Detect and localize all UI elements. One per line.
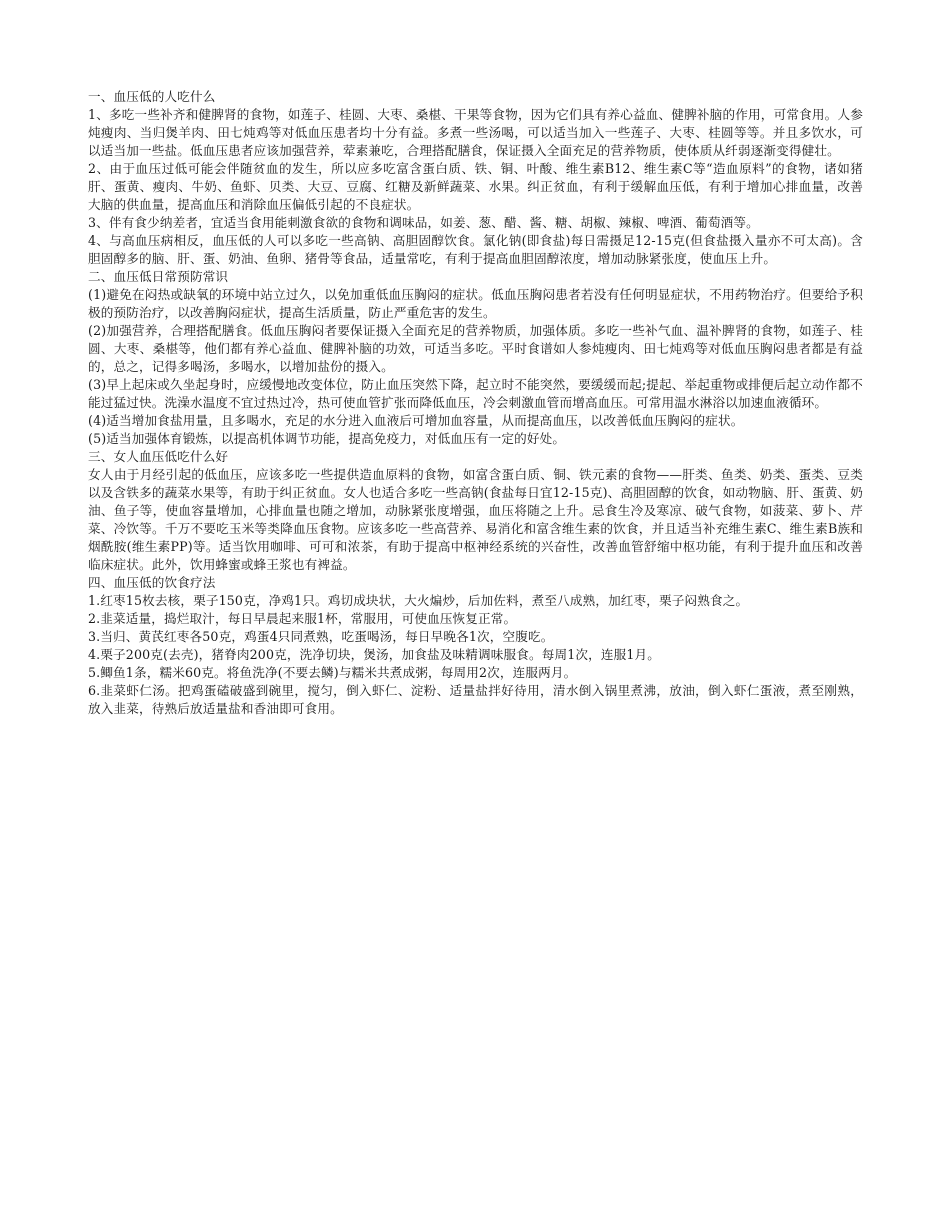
document-body xyxy=(88,88,863,718)
paragraph: 女人由于月经引起的低血压，应该多吃一些提供造血原料的食物，如富含蛋白质、铜、铁元素的食物——肝类、鱼类、奶类、蛋类、豆类以及含铁多的蔬菜水果等，有助于纠正贫血。女人也适合多吃一些高钠(食盐每日宜12-15克)、高胆固醇的饮食，如动物脑、肝、蛋黄、奶油、鱼子等，使血容量增加，心排血量也随之增加，动脉紧张度增强，血压将随之上升。忌食生冷及寒凉、破气食物，如菠菜、萝卜、芹菜、冷饮等。千万不要吃玉米等类降血压食物。应该多吃一些高营养、易消化和富含维生素的饮食，并且适当补充维生素C、维生素B族和烟酰胺(维生素PP)等。适当饮用咖啡、可可和浓茶，有助于提高中枢神经系统的兴奋性，改善血管舒缩中枢功能，有利于提升血压和改善临床症状。此外，饮用蜂蜜或蜂王浆也有裨益。 xyxy=(88,467,863,572)
section-foods xyxy=(88,88,863,268)
paragraph: 3.当归、黄芪红枣各50克，鸡蛋4只同煮熟，吃蛋喝汤，每日早晚各1次，空腹吃。 xyxy=(88,629,554,644)
paragraph: (4)适当增加食盐用量，且多喝水，充足的水分进入血液后可增加血容量，从而提高血压，以改善低血压胸闷的症状。 xyxy=(88,413,744,428)
paragraph: (5)适当加强体育锻炼，以提高机体调节功能，提高免疫力，对低血压有一定的好处。 xyxy=(88,431,566,446)
paragraph: 5.鲫鱼1条，糯米60克。将鱼洗净(不要去鳞)与糯米共煮成粥，每周用2次，连服两月。 xyxy=(88,665,577,680)
paragraph: (1)避免在闷热或缺氧的环境中站立过久，以免加重低血压胸闷的症状。低血压胸闷患者若没有任何明显症状，不用药物治疗。但要给予积极的预防治疗，以改善胸闷症状，提高生活质量，防止严重危害的发生。 xyxy=(88,287,863,320)
section-women xyxy=(88,448,863,574)
section-prevention xyxy=(88,268,863,448)
section-heading: 四、血压低的饮食疗法 xyxy=(88,575,216,590)
section-heading: 二、血压低日常预防常识 xyxy=(88,269,229,284)
paragraph: 3、伴有食少纳差者，宜适当食用能刺激食欲的食物和调味品，如姜、葱、醋、酱、糖、胡椒、辣椒、啤酒、葡萄酒等。 xyxy=(88,215,759,230)
paragraph: (2)加强营养，合理搭配膳食。低血压胸闷者要保证摄入全面充足的营养物质，加强体质。多吃一些补气血、温补脾肾的食物，如莲子、桂圆、大枣、桑椹等，他们都有养心益血、健脾补脑的功效，可适当多吃。平时食谱如人参炖瘦肉、田七炖鸡等对低血压胸闷患者都是有益的，总之，记得多喝汤，多喝水，以增加盐份的摄入。 xyxy=(88,323,863,374)
section-diet-therapy xyxy=(88,574,863,718)
paragraph: 6.韭菜虾仁汤。把鸡蛋磕破盛到碗里，搅匀，倒入虾仁、淀粉、适量盐拌好待用，清水倒入锅里煮沸，放油，倒入虾仁蛋液，煮至刚熟，放入韭菜，待熟后放适量盐和香油即可食用。 xyxy=(88,683,863,716)
paragraph: 4、与高血压病相反，血压低的人可以多吃一些高钠、高胆固醇饮食。氯化钠(即食盐)每日需摄足12-15克(但食盐摄入量亦不可太高)。含胆固醇多的脑、肝、蛋、奶油、鱼卵、猪骨等食品，适量常吃，有利于提高血胆固醇浓度，增加动脉紧张度，使血压上升。 xyxy=(88,233,863,266)
paragraph: 2、由于血压过低可能会伴随贫血的发生，所以应多吃富含蛋白质、铁、铜、叶酸、维生素B12、维生素C等“造血原料”的食物，诸如猪肝、蛋黄、瘦肉、牛奶、鱼虾、贝类、大豆、豆腐、红糖及新鲜蔬菜、水果。纠正贫血，有利于缓解血压低，有利于增加心排血量，改善大脑的供血量，提高血压和消除血压偏低引起的不良症状。 xyxy=(88,161,863,212)
paragraph: (3)早上起床或久坐起身时，应缓慢地改变体位，防止血压突然下降，起立时不能突然，要缓缓而起;提起、举起重物或排便后起立动作都不能过猛过快。洗澡水温度不宜过热过冷，热可使血管扩张而降低血压，冷会刺激血管而增高血压。可常用温水淋浴以加速血液循环。 xyxy=(88,377,863,410)
section-heading: 一、血压低的人吃什么 xyxy=(88,89,216,104)
paragraph: 1、多吃一些补齐和健脾肾的食物，如莲子、桂圆、大枣、桑椹、干果等食物，因为它们具有养心益血、健脾补脑的作用，可常食用。人参炖瘦肉、当归煲羊肉、田七炖鸡等对低血压患者均十分有益。多煮一些汤喝，可以适当加入一些莲子、大枣、桂圆等等。并且多饮水，可以适当加一些盐。低血压患者应该加强营养，荤素兼吃，合理搭配膳食，保证摄入全面充足的营养物质，使体质从纤弱逐渐变得健壮。 xyxy=(88,107,863,158)
paragraph: 2.韭菜适量，捣烂取汁，每日早晨起来服1杯，常服用，可使血压恢复正常。 xyxy=(88,611,517,626)
paragraph: 4.栗子200克(去壳)，猪脊肉200克，洗净切块，煲汤，加食盐及味精调味服食。每周1次，连服1月。 xyxy=(88,647,661,662)
paragraph: 1.红枣15枚去核，栗子150克，净鸡1只。鸡切成块状，大火煸炒，后加佐料，煮至八成熟，加红枣，栗子闷熟食之。 xyxy=(88,593,749,608)
section-heading: 三、女人血压低吃什么好 xyxy=(88,449,229,464)
